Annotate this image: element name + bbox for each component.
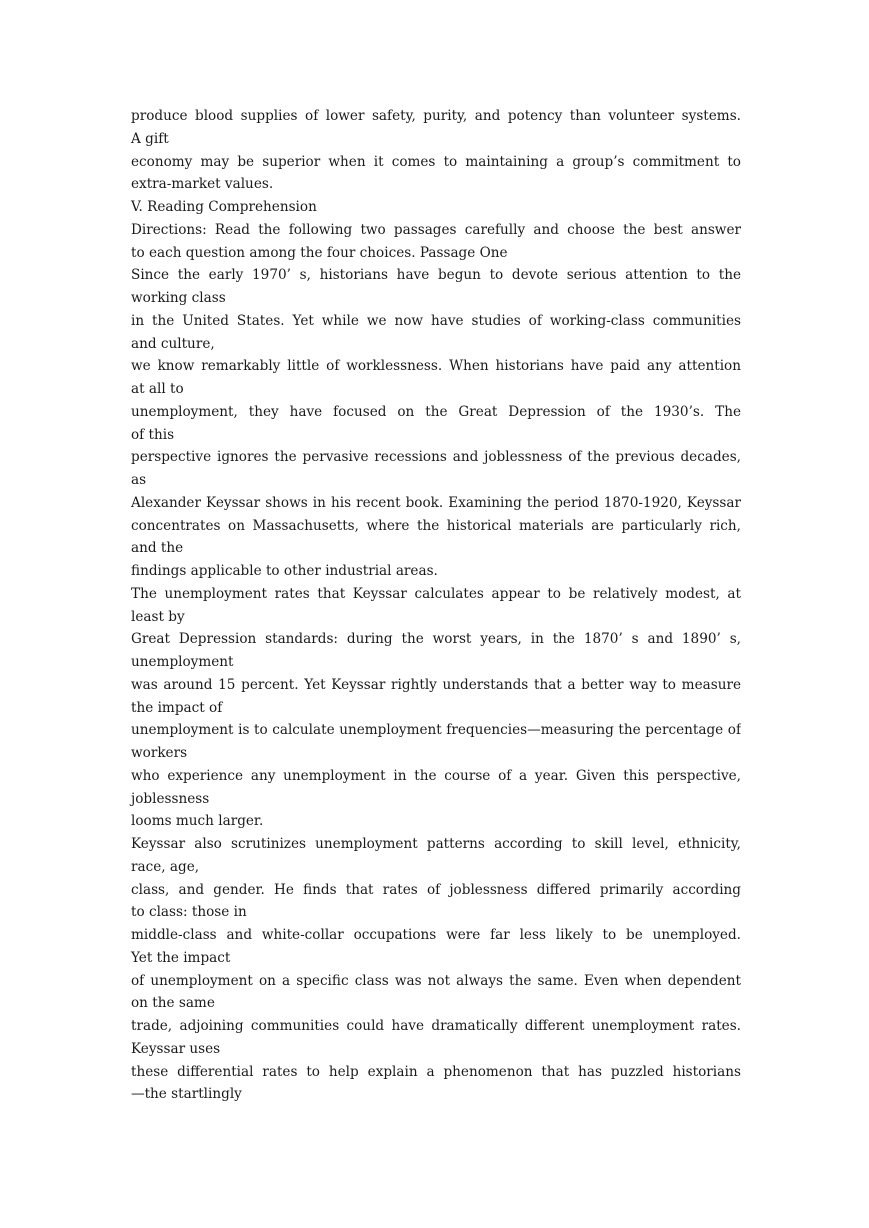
text-line: produce blood supplies of lower safety, purity, and potency than volunteer systems. <box>131 108 741 124</box>
text-line: to class: those in <box>131 904 247 921</box>
text-line: concentrates on Massachusetts, where the historical materials are particularly rich, <box>131 517 741 534</box>
text-line: and culture, <box>131 335 215 352</box>
text-line: findings applicable to other industrial areas. <box>131 563 438 579</box>
text-line: looms much larger. <box>131 813 264 830</box>
text-line: Alexander Keyssar shows in his recent book. Examining the period 1870-1920, Keyssar <box>131 494 741 511</box>
text-line: class, and gender. He finds that rates of joblessness differed primarily according <box>131 881 741 898</box>
text-line: unemployment <box>131 654 234 670</box>
text-line: workers <box>131 745 188 761</box>
text-line: The unemployment rates that Keyssar calculates appear to be relatively modest, at <box>131 585 741 602</box>
text-line: joblessness <box>131 790 210 807</box>
text-line: trade, adjoining communities could have dramatically different unemployment rates. <box>131 1018 741 1034</box>
text-line: Yet the impact <box>131 949 231 966</box>
text-line: —the startlingly <box>131 1086 242 1103</box>
text-line: and the <box>131 540 184 557</box>
text-line: V. Reading Comprehension <box>131 199 317 215</box>
text-line: unemployment, they have focused on the Great Depression of the 1930’s. The <box>131 403 741 420</box>
text-line: we know remarkably little of worklessness. When historians have paid any attention <box>131 358 741 375</box>
text-line: who experience any unemployment in the course of a year. Given this perspective, <box>131 767 741 784</box>
text-line: perspective ignores the pervasive recessions and joblessness of the previous decades, <box>131 449 741 466</box>
text-line: in the United States. Yet while we now have studies of working-class communities <box>131 312 741 329</box>
text-line: of this <box>131 426 175 443</box>
text-line: these differential rates to help explain a phenomenon that has puzzled historians <box>131 1063 741 1080</box>
text-line: Directions: Read the following two passages carefully and choose the best answer <box>131 221 741 238</box>
text-line: was around 15 percent. Yet Keyssar rightly understands that a better way to measure <box>131 676 741 693</box>
text-line: unemployment is to calculate unemployment frequencies—measuring the percentage of <box>131 722 741 739</box>
text-line: middle-class and white-collar occupations were far less likely to be unemployed. <box>131 927 741 943</box>
text-line: the impact of <box>131 699 223 716</box>
text-line: Keyssar also scrutinizes unemployment patterns according to skill level, ethnicity, <box>131 836 741 852</box>
text-line: working class <box>131 290 226 306</box>
text-line: Great Depression standards: during the worst years, in the 1870’ s and 1890’ s, <box>131 631 741 648</box>
text-line: at all to <box>131 381 184 397</box>
text-line: Since the early 1970’ s, historians have begun to devote serious attention to the <box>131 267 741 284</box>
text-line: economy may be superior when it comes to maintaining a group’s commitment to <box>131 153 741 170</box>
text-line: A gift <box>131 130 169 147</box>
document-body <box>131 105 741 1106</box>
text-line: of unemployment on a specific class was not always the same. Even when dependent <box>131 972 741 989</box>
text-line: on the same <box>131 995 215 1012</box>
text-line: least by <box>131 608 185 625</box>
text-line: to each question among the four choices. Passage One <box>131 244 508 261</box>
text-line: as <box>131 472 147 488</box>
text-line: extra-market values. <box>131 176 274 193</box>
text-line: Keyssar uses <box>131 1040 221 1057</box>
text-line: race, age, <box>131 858 200 875</box>
